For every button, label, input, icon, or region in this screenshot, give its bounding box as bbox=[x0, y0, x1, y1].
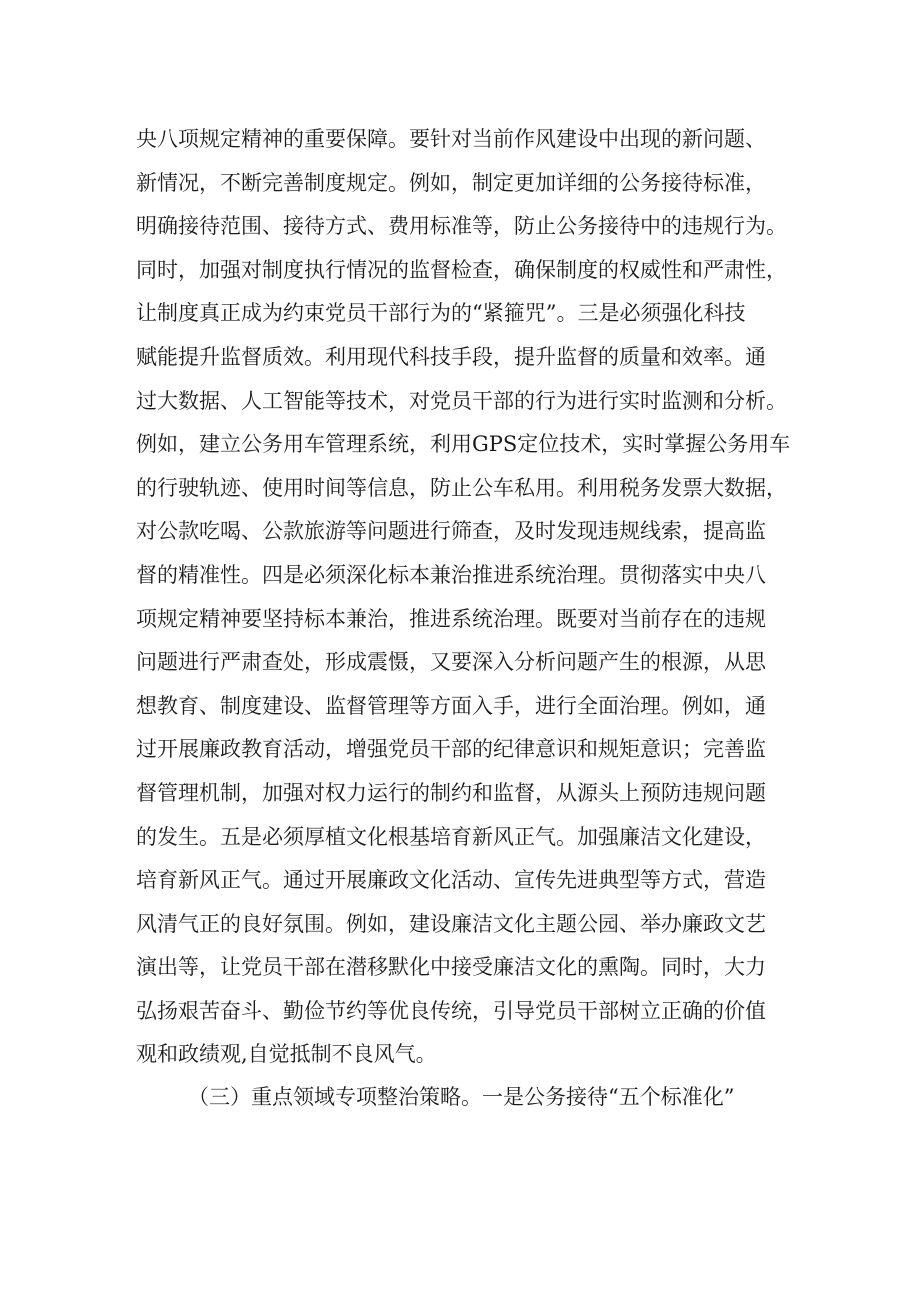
text-line-9: 的行驶轨迹、使用时间等信息，防止公车私用。利用税务发票大数据， bbox=[136, 475, 787, 500]
text-line-16: 督管理机制，加强对权力运行的制约和监督，从源头上预防违规问题 bbox=[136, 780, 766, 805]
text-line-17: 的发生。五是必须厚植文化根基培育新风正气。加强廉洁文化建设， bbox=[136, 824, 766, 849]
text-line-18: 培育新风正气。通过开展廉政文化活动、宣传先进典型等方式，营造 bbox=[136, 868, 766, 893]
text-line-2: 新情况，不断完善制度规定。例如，制定更加详细的公务接待标准， bbox=[136, 170, 766, 195]
text-line-22: 观和政绩观,自觉抵制不良风气。 bbox=[136, 1042, 437, 1067]
text-line-14: 想教育、制度建设、监督管理等方面入手，进行全面治理。例如，通 bbox=[136, 693, 766, 718]
body-paragraph bbox=[136, 118, 796, 1077]
text-line-11: 督的精准性。四是必须深化标本兼治推进系统治理。贯彻落实中央八 bbox=[136, 562, 766, 587]
text-line-19: 风清气正的良好氛围。例如，建设廉洁文化主题公园、举办廉政文艺 bbox=[136, 911, 766, 936]
text-line-6: 赋能提升监督质效。利用现代科技手段，提升监督的质量和效率。通 bbox=[136, 344, 766, 369]
text-line-20: 演出等，让党员干部在潜移默化中接受廉洁文化的熏陶。同时，大力 bbox=[136, 955, 766, 980]
text-line-8: 例如，建立公务用车管理系统，利用GPS定位技术，实时掌握公务用车 bbox=[136, 432, 791, 457]
text-line-5: 让制度真正成为约束党员干部行为的“紧箍咒”。三是必须强化科技 bbox=[136, 301, 746, 326]
text-line-21: 弘扬艰苦奋斗、勤俭节约等优良传统，引导党员干部树立正确的价值 bbox=[136, 998, 766, 1023]
text-line-12: 项规定精神要坚持标本兼治，推进系统治理。既要对当前存在的违规 bbox=[136, 606, 766, 631]
text-line-1: 央八项规定精神的重要保障。要针对当前作风建设中出现的新问题、 bbox=[136, 127, 766, 151]
text-line-3: 明确接待范围、接待方式、费用标准等，防止公务接待中的违规行为。 bbox=[136, 214, 787, 239]
text-line-10: 对公款吃喝、公款旅游等问题进行筛查，及时发现违规线索，提高监 bbox=[136, 519, 766, 544]
section-heading: （三）重点领域专项整治策略。一是公务接待“五个标准化” bbox=[188, 1085, 735, 1109]
text-line-15: 过开展廉政教育活动，增强党员干部的纪律意识和规矩意识；完善监 bbox=[136, 737, 766, 762]
text-line-7: 过大数据、人工智能等技术，对党员干部的行为进行实时监测和分析。 bbox=[136, 388, 787, 413]
text-line-4: 同时，加强对制度执行情况的监督检查，确保制度的权威性和严肃性， bbox=[136, 257, 787, 282]
text-line-13: 问题进行严肃查处，形成震慑，又要深入分析问题产生的根源，从思 bbox=[136, 650, 766, 675]
